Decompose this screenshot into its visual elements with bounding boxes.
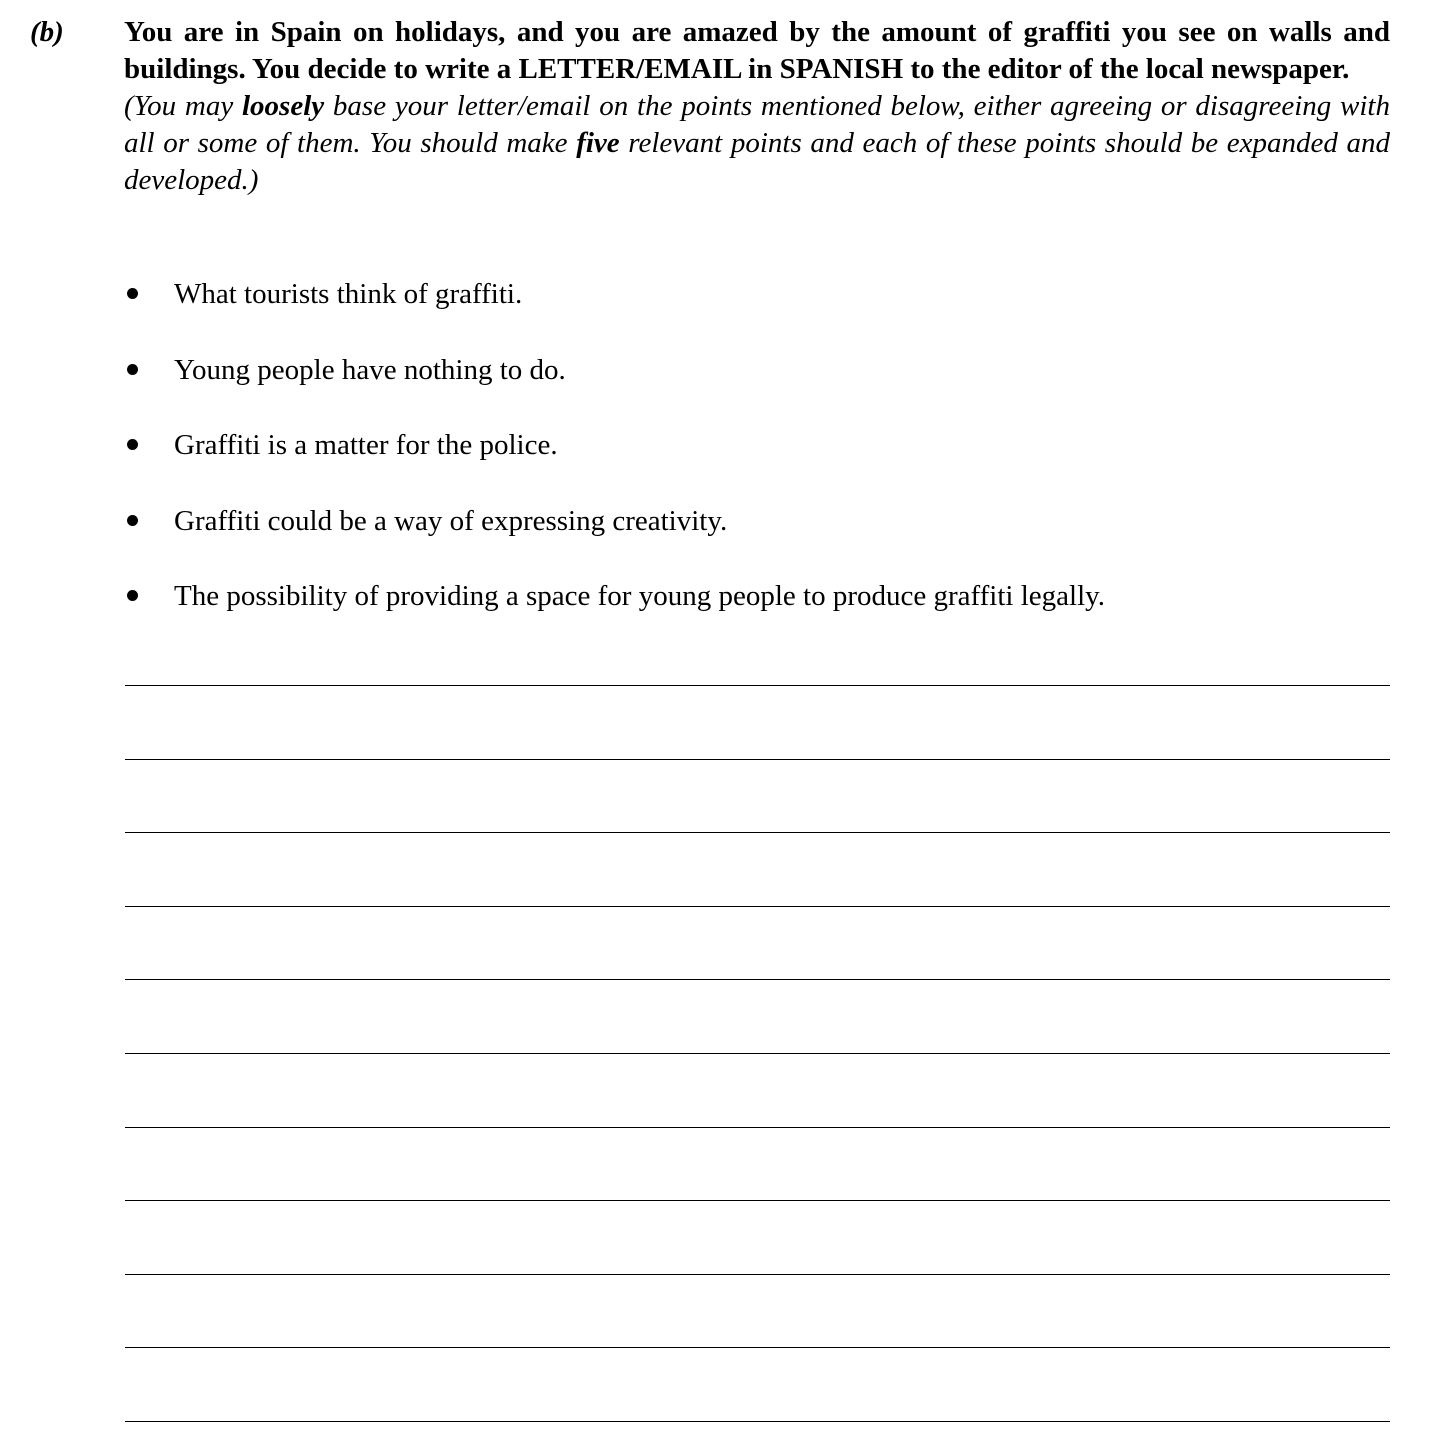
answer-line[interactable] [125, 832, 1390, 833]
point-text: Young people have nothing to do. [174, 353, 566, 386]
answer-line[interactable] [125, 1421, 1390, 1422]
answer-line[interactable] [125, 1274, 1390, 1275]
answer-line[interactable] [125, 1200, 1390, 1201]
answer-line[interactable] [125, 759, 1390, 760]
answer-area [125, 0, 1390, 1452]
answer-line[interactable] [125, 685, 1390, 686]
question-instruction: You are in Spain on holidays, and you are amazed by the amount of graffiti you see on walls and buildings. You decide to write a LETTER/EMAIL in SPANISH to the editor of the local newspaper. [124, 16, 1390, 85]
answer-line[interactable] [125, 1127, 1390, 1128]
answer-line[interactable] [125, 1347, 1390, 1348]
guidance-text-3: relevant points and each of these points should be expanded and developed.) [124, 127, 1390, 196]
point-text: The possibility of providing a space for young people to produce graffiti legally. [174, 580, 1105, 613]
point-text: What tourists think of graffiti. [174, 278, 523, 310]
answer-line[interactable] [125, 906, 1390, 907]
answer-line[interactable] [125, 979, 1390, 980]
point-text: Graffiti is a matter for the police. [174, 429, 558, 462]
guidance-emphasis-five: five [576, 127, 620, 159]
point-text: Graffiti could be a way of expressing creativity. [174, 504, 728, 537]
question-label: (b) [30, 16, 64, 48]
guidance-emphasis-loosely: loosely [242, 90, 325, 122]
answer-line[interactable] [125, 1053, 1390, 1054]
guidance-text-1: (You may [124, 90, 242, 122]
guidance-text-2: base your letter/email on the points mentioned below, either agreeing or disagreeing with all or some of them. You should make [124, 90, 1390, 159]
